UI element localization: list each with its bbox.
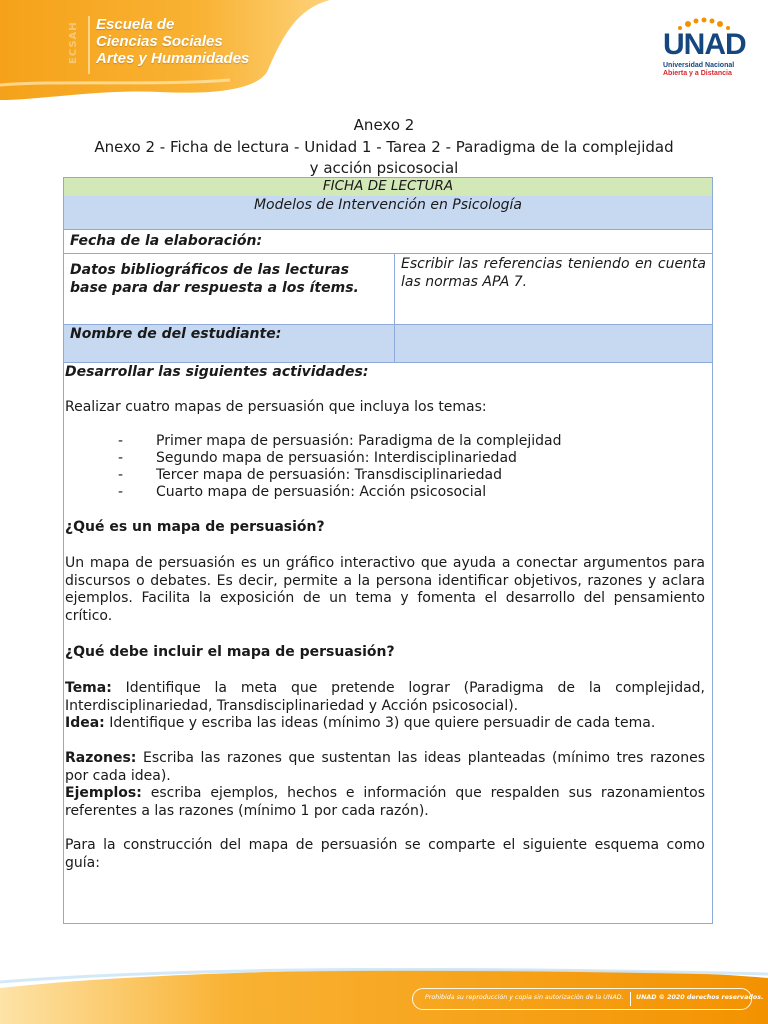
list-item: - Primer mapa de persuasión: Paradigma de la complejidad <box>118 433 562 449</box>
tema-item: Tema: Identifique la meta que pretende lograr (Paradigma de la complejidad, Interdisciplinariedad, Transdisciplinariedad y Acción psicosocial). <box>65 680 705 714</box>
unad-subtitle-1: Universidad Nacional <box>663 62 735 69</box>
list-item: - Segundo mapa de persuasión: Interdisciplinariedad <box>118 450 517 466</box>
bibliography-value[interactable]: Escribir las referencias teniendo en cuenta las normas APA 7. <box>401 256 706 290</box>
header-divider <box>88 16 90 74</box>
student-name-label: Nombre de del estudiante: <box>70 326 282 342</box>
date-label: Fecha de la elaboración: <box>70 233 263 249</box>
school-name: Escuela de Ciencias Sociales Artes y Humanidades <box>96 16 250 67</box>
closing-paragraph: Para la construcción del mapa de persuasión se comparte el siguiente esquema como guía: <box>65 837 705 871</box>
activities-heading: Desarrollar las siguientes actividades: <box>65 364 369 380</box>
footer-rights: UNAD © 2020 derechos reservados. <box>636 994 764 1001</box>
question-what-is: ¿Qué es un mapa de persuasión? <box>65 519 325 535</box>
definition-paragraph: Un mapa de persuasión es un gráfico interactivo que ayuda a conectar argumentos para discursos o debates. Es decir, permite a la persona identificar objetivos, razones y aclara ejemplos. Facilita la exposición de un tema y fomenta el desarrollo del pensamiento crítico. <box>65 555 705 624</box>
annex-title: Anexo 2 <box>353 116 415 134</box>
footer-notice: Prohibida su reproducción y copia sin autorización de la UNAD. <box>425 994 624 1001</box>
ecsah-label: ECSAH <box>68 21 79 65</box>
ficha-header: FICHA DE LECTURA <box>64 178 712 196</box>
question-what-includes: ¿Qué debe incluir el mapa de persuasión? <box>65 644 395 660</box>
list-item: - Cuarto mapa de persuasión: Acción psicosocial <box>118 484 487 500</box>
cell-divider <box>394 254 395 324</box>
models-subheader: Modelos de Intervención en Psicología <box>64 196 712 230</box>
document-title: Anexo 2 - Ficha de lectura - Unidad 1 - Tarea 2 - Paradigma de la complejidad y acción psicosocial <box>94 138 674 177</box>
bibliography-row <box>64 254 712 325</box>
ejemplos-item: Ejemplos: escriba ejemplos, hechos e información que respalden sus razonamientos referentes a las razones (mínimo 1 por cada razón). <box>65 785 705 819</box>
idea-item: Idea: Identifique y escriba las ideas (mínimo 3) que quiere persuadir de cada tema. <box>65 715 656 731</box>
activities-intro: Realizar cuatro mapas de persuasión que incluya los temas: <box>65 399 487 415</box>
footer-separator <box>630 992 631 1006</box>
reading-sheet-table <box>63 177 713 924</box>
unad-wordmark: UNAD <box>663 28 746 61</box>
date-row <box>64 230 712 254</box>
bibliography-label: Datos bibliográficos de las lecturas base para dar respuesta a los ítems. <box>70 262 359 296</box>
list-item: - Tercer mapa de persuasión: Transdisciplinariedad <box>118 467 503 483</box>
cell-divider <box>394 325 395 362</box>
razones-item: Razones: Escriba las razones que sustentan las ideas planteadas (mínimo tres razones por cada idea). <box>65 750 705 784</box>
student-name-row <box>64 325 712 363</box>
unad-subtitle-2: Abierta y a Distancia <box>663 70 732 77</box>
